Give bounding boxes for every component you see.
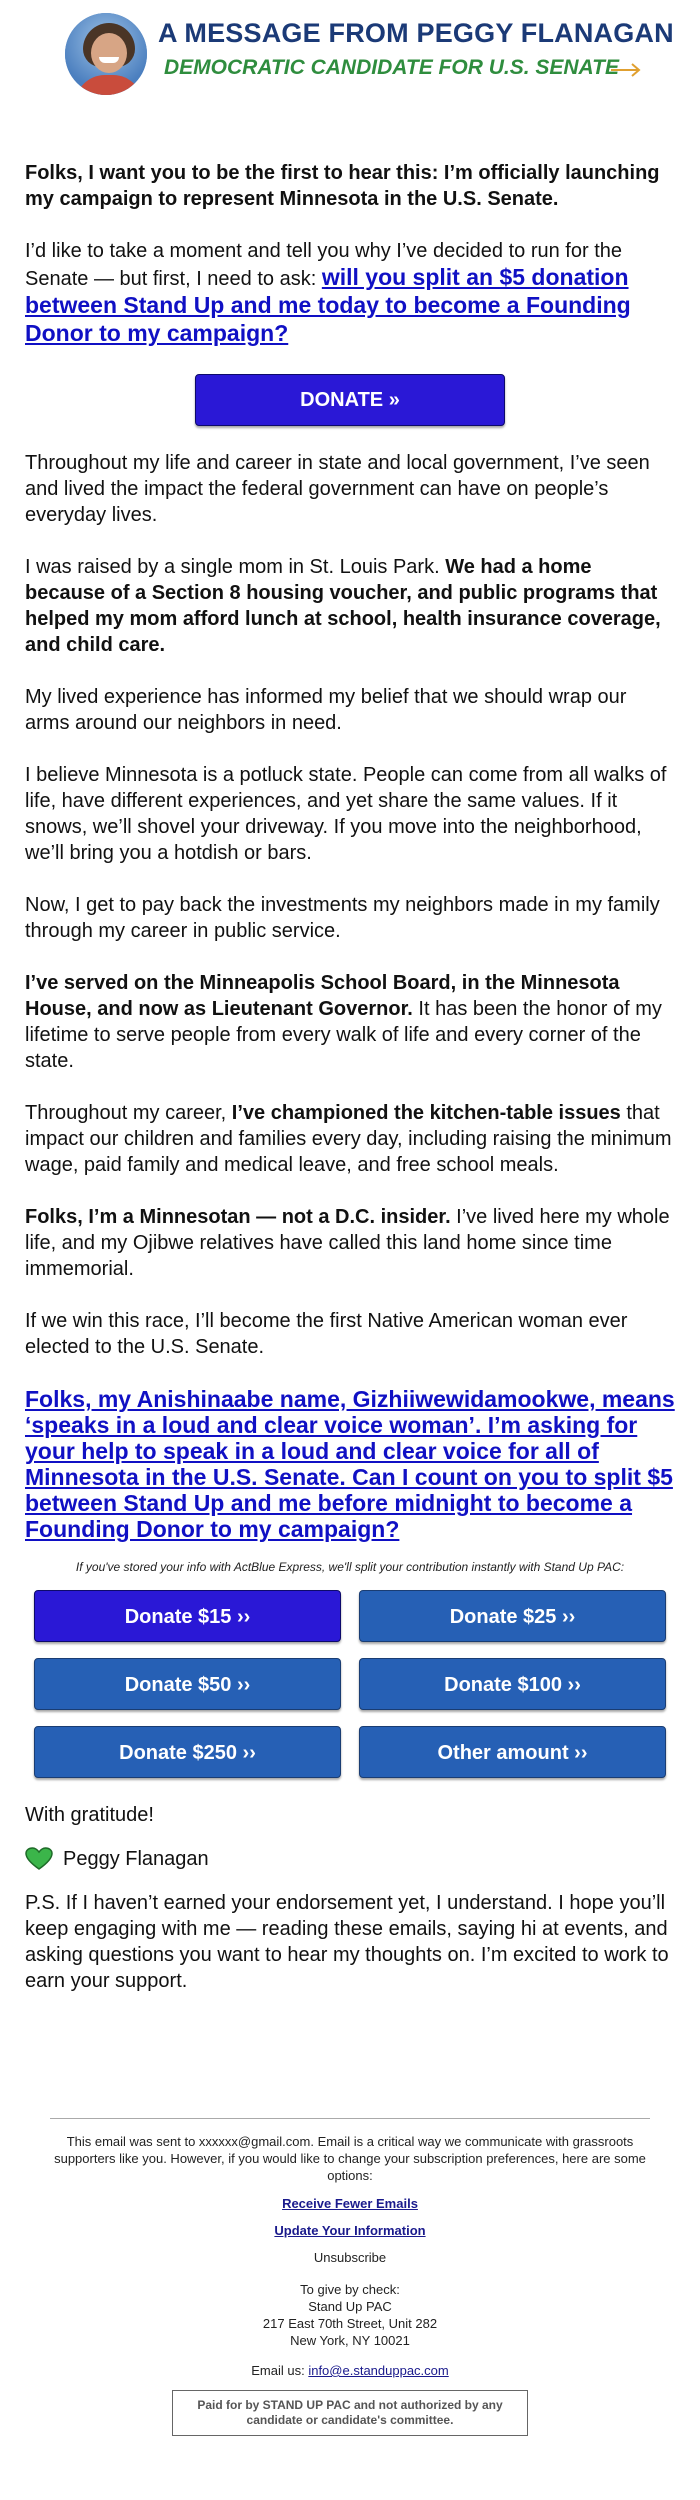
- paragraph-potluck: I believe Minnesota is a potluck state. People can come from all walks of life, have different experiences, and yet share the same values. If it snows, we’ll shovel your driveway. If you move into the neighborhood, we’ll bring you a hotdish or bars.: [25, 764, 667, 864]
- email-address-link[interactable]: info@e.standuppac.com: [308, 2363, 449, 2378]
- check-street: 217 East 70th Street, Unit 282: [262, 2316, 438, 2331]
- upbringing-bold: We had a home because of a Section 8 housing voucher, and public programs that helped my mom afford lunch at school, health insurance coverage, and child care.: [25, 556, 661, 656]
- footer: [50, 2118, 650, 2436]
- anishinaabe-donate-link[interactable]: Folks, my Anishinaabe name, Gizhiiwewidamookwe, means ‘speaks in a loud and clear voice woman’. I’m asking for your help to speak in a loud and clear voice for all of Minnesota in the U.S. Senate. Can I count on you to split $5 between Stand Up and me before midnight to become a Founding Donor to my campaign?: [25, 1386, 675, 1542]
- donate-25-button[interactable]: Donate $25 ››: [359, 1590, 666, 1642]
- email-body: [25, 160, 675, 2020]
- banner-subtitle: DEMOCRATIC CANDIDATE FOR U.S. SENATE: [164, 56, 619, 79]
- closing-gratitude: With gratitude!: [25, 1804, 154, 1826]
- kitchen-text-a: Throughout my career,: [25, 1102, 232, 1124]
- donate-main-button[interactable]: DONATE »: [195, 374, 505, 426]
- postscript: P.S. If I haven’t earned your endorsement yet, I understand. I hope you’ll keep engaging with me — reading these emails, saying hi at events, and asking questions you want to hear my thoughts on. I’m excited to work to earn your support.: [25, 1892, 669, 1992]
- paragraph-minnesotan: [25, 1204, 675, 1282]
- kitchen-bold: I’ve championed the kitchen-table issues: [231, 1102, 621, 1124]
- donate-button-grid: [34, 1590, 666, 1778]
- unsubscribe-link[interactable]: Unsubscribe: [313, 2250, 387, 2265]
- update-information-link[interactable]: Update Your Information: [274, 2223, 426, 2238]
- email-label: Email us:: [251, 2363, 309, 2378]
- offices-bold: I’ve served on the Minneapolis School Board, in the Minnesota House, and now as Lieutenant Governor.: [25, 972, 620, 1020]
- ask-donate-link[interactable]: will you split an $5 donation between Stand Up and me today to become a Founding Donor to my campaign?: [25, 264, 631, 346]
- donate-100-button[interactable]: Donate $100 ››: [359, 1658, 666, 1710]
- actblue-express-note: If you've stored your info with ActBlue Express, we'll split your contribution instantly with Stand Up PAC:: [75, 1560, 625, 1574]
- paragraph-upbringing: [25, 554, 675, 658]
- check-name: Stand Up PAC: [308, 2299, 392, 2314]
- paragraph-public-service: Now, I get to pay back the investments my neighbors made in my family through my career in public service.: [25, 894, 660, 942]
- minnesotan-text: I’ve lived here my whole life, and my Ojibwe relatives have called this land home since time immemorial.: [25, 1206, 670, 1280]
- donate-15-button[interactable]: Donate $15 ››: [34, 1590, 341, 1642]
- ask-paragraph: [25, 238, 675, 348]
- header-banner: [62, 10, 674, 100]
- check-address: [50, 2281, 650, 2349]
- receive-fewer-emails-link[interactable]: Receive Fewer Emails: [282, 2196, 418, 2211]
- banner-title: A MESSAGE FROM PEGGY FLANAGAN: [158, 18, 674, 48]
- paragraph-offices: [25, 970, 675, 1074]
- candidate-photo: [62, 10, 150, 98]
- paragraph-career: Throughout my life and career in state and local government, I’ve seen and lived the impact the federal government can have on people’s everyday lives.: [25, 452, 650, 526]
- signature: [25, 1846, 675, 1872]
- footer-email: [50, 2363, 650, 2378]
- green-heart-icon: [25, 1847, 53, 1871]
- ask-prefix: I’d like to take a moment and tell you why I’ve decided to run for the Senate — but first, I need to ask:: [25, 240, 622, 290]
- donate-other-amount-button[interactable]: Other amount ››: [359, 1726, 666, 1778]
- footer-sent-notice: This email was sent to xxxxxx@gmail.com. Email is a critical way we communicate with grassroots supporters like you. However, if you would like to change your subscription preferences, here are some options:: [54, 2134, 646, 2183]
- paragraph-kitchen-table: [25, 1100, 675, 1178]
- lead-paragraph: Folks, I want you to be the first to hear this: I’m officially launching my campaign to represent Minnesota in the U.S. Senate.: [25, 162, 660, 210]
- paid-for-disclaimer: Paid for by STAND UP PAC and not authorized by any candidate or candidate's committee.: [172, 2390, 528, 2436]
- upbringing-text: I was raised by a single mom in St. Louis Park.: [25, 556, 446, 578]
- arrow-right-icon: [610, 60, 642, 80]
- check-label: To give by check:: [300, 2282, 400, 2297]
- paragraph-lived-experience: My lived experience has informed my belief that we should wrap our arms around our neighbors in need.: [25, 686, 627, 734]
- minnesotan-bold: Folks, I’m a Minnesotan — not a D.C. insider.: [25, 1206, 451, 1228]
- offices-text: It has been the honor of my lifetime to serve people from every walk of life and every corner of the state.: [25, 998, 662, 1072]
- check-city: New York, NY 10021: [290, 2333, 410, 2348]
- signature-name: Peggy Flanagan: [63, 1848, 209, 1870]
- paragraph-first-native: If we win this race, I’ll become the first Native American woman ever elected to the U.S. Senate.: [25, 1310, 628, 1358]
- donate-50-button[interactable]: Donate $50 ››: [34, 1658, 341, 1710]
- kitchen-text-b: that impact our children and families every day, including raising the minimum wage, paid family and medical leave, and free school meals.: [25, 1102, 672, 1176]
- donate-250-button[interactable]: Donate $250 ››: [34, 1726, 341, 1778]
